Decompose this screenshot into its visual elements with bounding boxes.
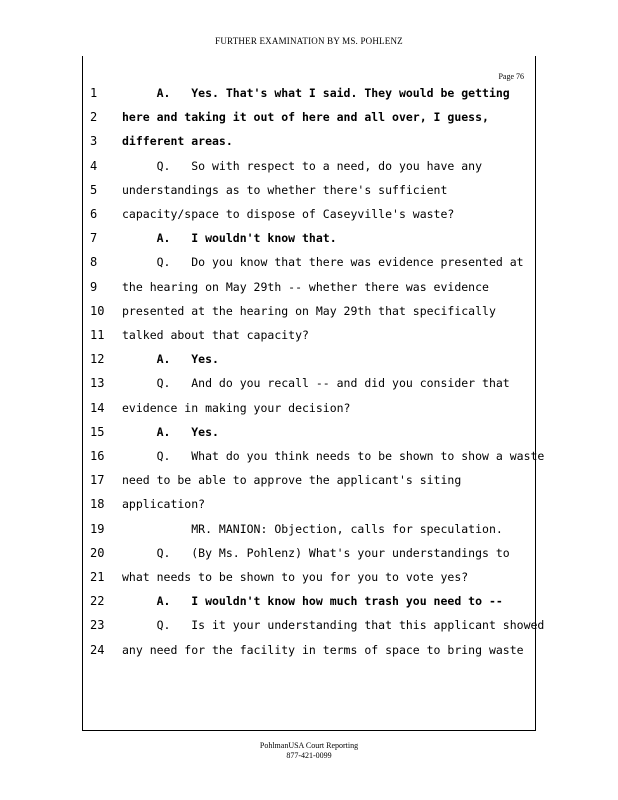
- transcript-line: [0, 376, 618, 400]
- transcript-line: [0, 570, 618, 594]
- line-number: 1: [90, 86, 98, 100]
- transcript-line: [0, 497, 618, 521]
- line-text: MR. MANION: Objection, calls for speculation.: [122, 521, 503, 536]
- line-text: any need for the facility in terms of space to bring waste: [122, 642, 524, 657]
- line-text: Q. So with respect to a need, do you have any: [122, 158, 483, 173]
- transcript-line: [0, 255, 618, 279]
- line-number: 14: [90, 400, 105, 415]
- transcript-line: [0, 401, 618, 425]
- line-number: 22: [90, 594, 105, 609]
- transcript-line: [0, 594, 618, 618]
- page-number: Page 76: [498, 72, 524, 81]
- transcript-line: [0, 449, 618, 473]
- line-number: 3: [90, 134, 98, 149]
- transcript-line: [0, 134, 618, 158]
- transcript-line: [0, 473, 618, 497]
- line-text: Q. And do you recall -- and did you consider that: [122, 376, 510, 391]
- line-text: here and taking it out of here and all over, I guess,: [122, 110, 489, 125]
- transcript-line: [0, 618, 618, 642]
- page-footer: [0, 741, 618, 761]
- line-number: 13: [90, 376, 105, 391]
- transcript-line: [0, 86, 618, 110]
- line-text: A. I wouldn't know how much trash you need to --: [122, 594, 503, 609]
- transcript-line: [0, 183, 618, 207]
- transcript-line: [0, 207, 618, 231]
- line-number: 5: [90, 182, 98, 197]
- line-text: what needs to be shown to you for you to vote yes?: [122, 570, 469, 584]
- line-number: 12: [90, 352, 105, 367]
- line-text: Q. Is it your understanding that this applicant showed: [122, 618, 545, 633]
- footer-phone: 877-421-0099: [286, 751, 332, 760]
- line-text: A. Yes. That's what I said. They would be getting: [122, 86, 510, 100]
- line-text: A. Yes.: [122, 352, 219, 367]
- transcript-line: [0, 110, 618, 134]
- transcript-line: [0, 280, 618, 304]
- line-number: 6: [90, 207, 98, 221]
- line-text: need to be able to approve the applicant's siting: [122, 473, 462, 488]
- line-text: understandings as to whether there's sufficient: [122, 182, 448, 197]
- line-number: 17: [90, 473, 105, 488]
- line-number: 19: [90, 521, 105, 536]
- line-number: 9: [90, 279, 98, 294]
- line-text: Q. What do you think needs to be shown to show a waste: [122, 449, 545, 463]
- line-text: A. I wouldn't know that.: [122, 231, 337, 246]
- transcript-line: [0, 304, 618, 328]
- transcript-line: [0, 425, 618, 449]
- line-text: A. Yes.: [122, 424, 219, 439]
- line-text: presented at the hearing on May 29th that specifically: [122, 303, 496, 318]
- line-number: 8: [90, 255, 98, 270]
- line-number: 2: [90, 110, 98, 125]
- line-number: 11: [90, 328, 105, 342]
- line-number: 21: [90, 570, 105, 584]
- line-number: 24: [90, 642, 105, 657]
- line-text: capacity/space to dispose of Caseyville's waste?: [122, 207, 455, 221]
- line-number: 20: [90, 545, 105, 560]
- line-text: application?: [122, 497, 206, 512]
- transcript-line: [0, 328, 618, 352]
- transcript-line: [0, 159, 618, 183]
- transcript-line: [0, 231, 618, 255]
- line-number: 16: [90, 449, 105, 463]
- line-number: 10: [90, 303, 105, 318]
- page-header: FURTHER EXAMINATION BY MS. POHLENZ: [215, 36, 403, 46]
- line-text: Q. Do you know that there was evidence presented at: [122, 255, 524, 270]
- transcript-line: [0, 522, 618, 546]
- line-number: 15: [90, 424, 105, 439]
- footer-company: PohlmanUSA Court Reporting: [259, 741, 359, 750]
- line-text: different areas.: [122, 134, 233, 149]
- line-number: 7: [90, 231, 98, 246]
- line-text: evidence in making your decision?: [122, 400, 351, 415]
- transcript-line: [0, 352, 618, 376]
- line-text: Q. (By Ms. Pohlenz) What's your understandings to: [122, 545, 510, 560]
- transcript-line: [0, 643, 618, 667]
- line-number: 23: [90, 618, 105, 633]
- line-number: 4: [90, 158, 98, 173]
- line-text: the hearing on May 29th -- whether there was evidence: [122, 279, 489, 294]
- line-number: 18: [90, 497, 105, 512]
- line-text: talked about that capacity?: [122, 328, 309, 342]
- transcript-line: [0, 546, 618, 570]
